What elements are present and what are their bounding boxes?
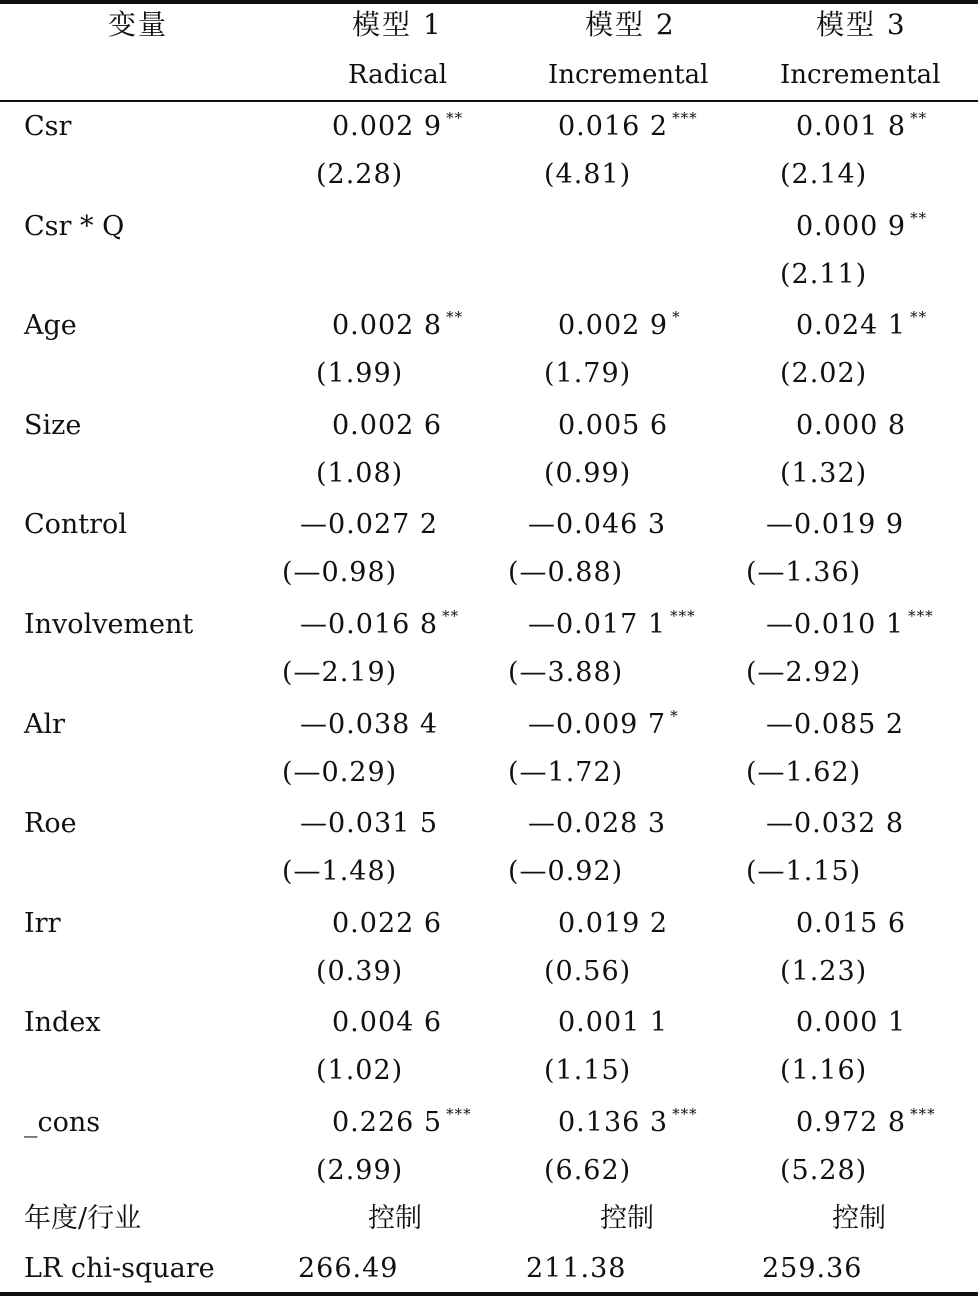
coef-model1 (300, 807, 442, 844)
row-label: Roe (24, 808, 77, 839)
coef-value: —0.009 7 (528, 709, 667, 740)
header-model2: 模型 2 (585, 8, 676, 41)
row-label: Csr (24, 111, 72, 142)
row-label: Size (24, 410, 82, 441)
row-label: Index (24, 1007, 101, 1038)
tstat-model3: (—1.15) (746, 856, 862, 887)
tstat-model2: (1.79) (544, 358, 632, 389)
significance-stars: *** (672, 109, 698, 127)
header-variable: 变量 (108, 8, 169, 41)
significance-stars: * (670, 707, 679, 725)
row-label: Csr * Q (24, 211, 125, 242)
coef-value: 0.022 6 (332, 908, 443, 939)
coef-model2 (558, 1106, 698, 1143)
tstat-model1: (—0.29) (282, 757, 398, 788)
table-top-rule (0, 0, 978, 4)
coef-value: 0.005 6 (558, 410, 669, 441)
tstat-model3: (1.23) (780, 956, 868, 987)
subheader-model1: Radical (348, 60, 448, 90)
coef-model1 (300, 708, 442, 745)
coef-value: 0.015 6 (796, 908, 907, 939)
coef-model3 (796, 409, 910, 446)
coef-value: —0.028 3 (528, 808, 667, 839)
significance-stars: * (672, 308, 681, 326)
coef-value: 0.136 3 (558, 1107, 669, 1138)
tstat-model3: (2.14) (780, 159, 868, 190)
coef-model2 (528, 807, 670, 844)
coef-value: —0.019 9 (766, 509, 905, 540)
coef-model2 (558, 907, 672, 944)
coef-value: —0.046 3 (528, 509, 667, 540)
coef-model3 (796, 110, 927, 147)
coef-model2 (528, 508, 670, 545)
tstat-model2: (—0.88) (508, 557, 624, 588)
table-header-rule (0, 100, 978, 102)
subheader-model3: Incremental (780, 60, 941, 90)
lr-model3: 259.36 (762, 1253, 863, 1284)
coef-value: —0.038 4 (300, 709, 439, 740)
coef-value: 0.000 8 (796, 410, 907, 441)
subheader-model2: Incremental (548, 60, 709, 90)
coef-model2 (558, 1006, 672, 1043)
coef-value: 0.972 8 (796, 1107, 907, 1138)
coef-value: 0.002 9 (332, 111, 443, 142)
coef-model3 (796, 309, 927, 346)
tstat-model3: (—1.62) (746, 757, 862, 788)
significance-stars: ** (910, 308, 928, 326)
coef-value: —0.032 8 (766, 808, 905, 839)
control-model3: 控制 (832, 1203, 886, 1234)
tstat-model1: (0.39) (316, 956, 404, 987)
header-model1: 模型 1 (352, 8, 443, 41)
significance-stars: *** (908, 607, 934, 625)
control-model2: 控制 (600, 1203, 654, 1234)
coef-value: 0.000 9 (796, 211, 907, 242)
header-model3: 模型 3 (816, 8, 907, 41)
coef-model3 (796, 907, 910, 944)
control-model1: 控制 (368, 1203, 422, 1234)
coef-model1 (332, 907, 446, 944)
tstat-model3: (—2.92) (746, 657, 862, 688)
tstat-model2: (0.99) (544, 458, 632, 489)
tstat-model1: (—2.19) (282, 657, 398, 688)
lr-label: LR chi-square (24, 1253, 215, 1284)
coef-value: —0.016 8 (300, 609, 439, 640)
row-label: Involvement (24, 609, 194, 640)
lr-model1: 266.49 (298, 1253, 399, 1284)
coef-value: 0.002 8 (332, 310, 443, 341)
tstat-model2: (1.15) (544, 1055, 632, 1086)
control-label: 年度/行业 (24, 1203, 142, 1234)
coef-model2 (558, 309, 681, 346)
tstat-model2: (4.81) (544, 159, 632, 190)
table-bottom-rule (0, 1292, 978, 1296)
coef-model1 (332, 1006, 446, 1043)
coef-model2 (528, 708, 679, 745)
tstat-model2: (—1.72) (508, 757, 624, 788)
coef-model1 (332, 110, 463, 147)
coef-value: 0.004 6 (332, 1007, 443, 1038)
coef-model3 (796, 1106, 936, 1143)
tstat-model3: (—1.36) (746, 557, 862, 588)
significance-stars: *** (672, 1105, 698, 1123)
coef-model1 (300, 608, 459, 645)
coef-model2 (558, 110, 698, 147)
coef-model3 (766, 807, 908, 844)
row-label: Irr (24, 908, 61, 939)
tstat-model1: (1.02) (316, 1055, 404, 1086)
row-label: Control (24, 509, 127, 540)
coef-value: 0.016 2 (558, 111, 669, 142)
coef-value: 0.019 2 (558, 908, 669, 939)
coef-value: —0.017 1 (528, 609, 667, 640)
tstat-model2: (6.62) (544, 1155, 632, 1186)
significance-stars: ** (446, 109, 464, 127)
significance-stars: ** (910, 209, 928, 227)
coef-model3 (796, 210, 927, 247)
significance-stars: *** (670, 607, 696, 625)
lr-model2: 211.38 (526, 1253, 627, 1284)
tstat-model1: (2.28) (316, 159, 404, 190)
coef-value: 0.001 8 (796, 111, 907, 142)
tstat-model3: (1.32) (780, 458, 868, 489)
coef-value: —0.031 5 (300, 808, 439, 839)
tstat-model3: (2.02) (780, 358, 868, 389)
row-label: _cons (24, 1107, 101, 1138)
coef-model1 (300, 508, 442, 545)
coef-value: 0.024 1 (796, 310, 907, 341)
coef-value: —0.010 1 (766, 609, 905, 640)
coef-model1 (332, 309, 463, 346)
coef-value: 0.000 1 (796, 1007, 907, 1038)
significance-stars: *** (910, 1105, 936, 1123)
significance-stars: ** (446, 308, 464, 326)
row-label: Alr (24, 709, 66, 740)
tstat-model1: (1.08) (316, 458, 404, 489)
coef-model1 (332, 409, 446, 446)
tstat-model2: (—0.92) (508, 856, 624, 887)
tstat-model2: (0.56) (544, 956, 632, 987)
tstat-model1: (1.99) (316, 358, 404, 389)
coef-value: 0.001 1 (558, 1007, 669, 1038)
tstat-model3: (2.11) (780, 259, 868, 290)
coef-value: —0.027 2 (300, 509, 439, 540)
tstat-model2: (—3.88) (508, 657, 624, 688)
tstat-model1: (—0.98) (282, 557, 398, 588)
row-label: Age (24, 310, 77, 341)
tstat-model3: (5.28) (780, 1155, 868, 1186)
tstat-model3: (1.16) (780, 1055, 868, 1086)
tstat-model1: (2.99) (316, 1155, 404, 1186)
coef-model3 (766, 708, 908, 745)
coef-value: 0.002 9 (558, 310, 669, 341)
coef-model2 (558, 409, 672, 446)
coef-model3 (766, 608, 934, 645)
significance-stars: ** (442, 607, 460, 625)
coef-model3 (766, 508, 908, 545)
significance-stars: ** (910, 109, 928, 127)
coef-model2 (528, 608, 696, 645)
coef-value: 0.002 6 (332, 410, 443, 441)
coef-model1 (332, 1106, 472, 1143)
tstat-model1: (—1.48) (282, 856, 398, 887)
coef-model3 (796, 1006, 910, 1043)
coef-value: —0.085 2 (766, 709, 905, 740)
significance-stars: *** (446, 1105, 472, 1123)
coef-value: 0.226 5 (332, 1107, 443, 1138)
